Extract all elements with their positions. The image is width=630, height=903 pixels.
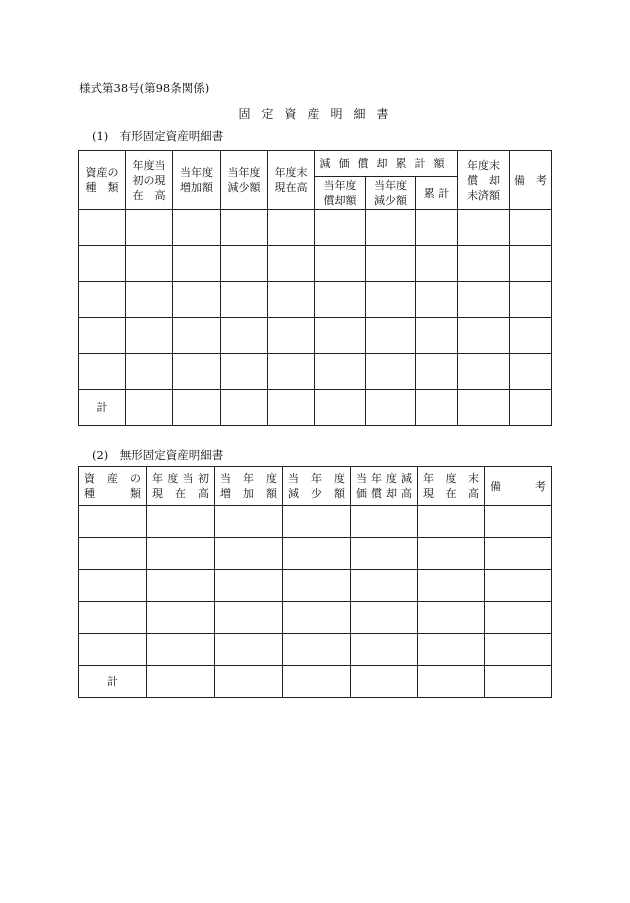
table-row [79,602,552,634]
section1-label: (1) 有形固定資産明細書 [92,129,224,143]
header-closing-balance: 年度末 現在高 [268,151,315,210]
header-opening-balance: 年度当 初の現 在 高 [126,151,173,210]
header-asset-type: 資 産 の 種 類 [79,467,147,506]
header-opening-balance: 年度当初 現 在 高 [147,467,215,506]
table-row [79,354,552,390]
table-row [79,210,552,246]
header-depreciation-decrease: 当年度減 価償却高 [351,467,418,506]
header-remarks: 備 考 [510,151,552,210]
total-row [79,666,552,698]
header-remarks: 備 考 [485,467,552,506]
form-number: 様式第38号(第98条関係) [79,81,210,95]
table-row [79,282,552,318]
section2-label: (2) 無形固定資産明細書 [92,448,224,462]
header-current-depreciation: 当年度 償却額 [315,177,366,210]
document-title: 固定資産明細書 [238,107,400,121]
header-decrease: 当 年 度 減 少 額 [283,467,351,506]
table-row [79,538,552,570]
header-accumulated-total: 累 計 [416,177,458,210]
table-row [79,570,552,602]
header-increase: 当 年 度 増 加 額 [215,467,283,506]
tangible-assets-table [78,150,552,426]
header-decrease: 当年度 減少額 [221,151,268,210]
table-row [79,246,552,282]
header-closing-balance: 年 度 末 現 在 高 [418,467,485,506]
header-asset-type: 資産の 種 類 [79,151,126,210]
header-accumulated-depreciation: 減価償却累計額 [315,151,458,177]
header-depreciation-decrease: 当年度 減少額 [366,177,416,210]
header-undepreciated: 年度末 償 却 未済額 [458,151,510,210]
table-row [79,318,552,354]
table-row [79,506,552,538]
total-label: 計 [79,390,126,426]
total-row [79,390,552,426]
table-row [79,634,552,666]
intangible-assets-table [78,466,552,698]
header-increase: 当年度 増加額 [173,151,221,210]
total-label: 計 [79,666,147,698]
